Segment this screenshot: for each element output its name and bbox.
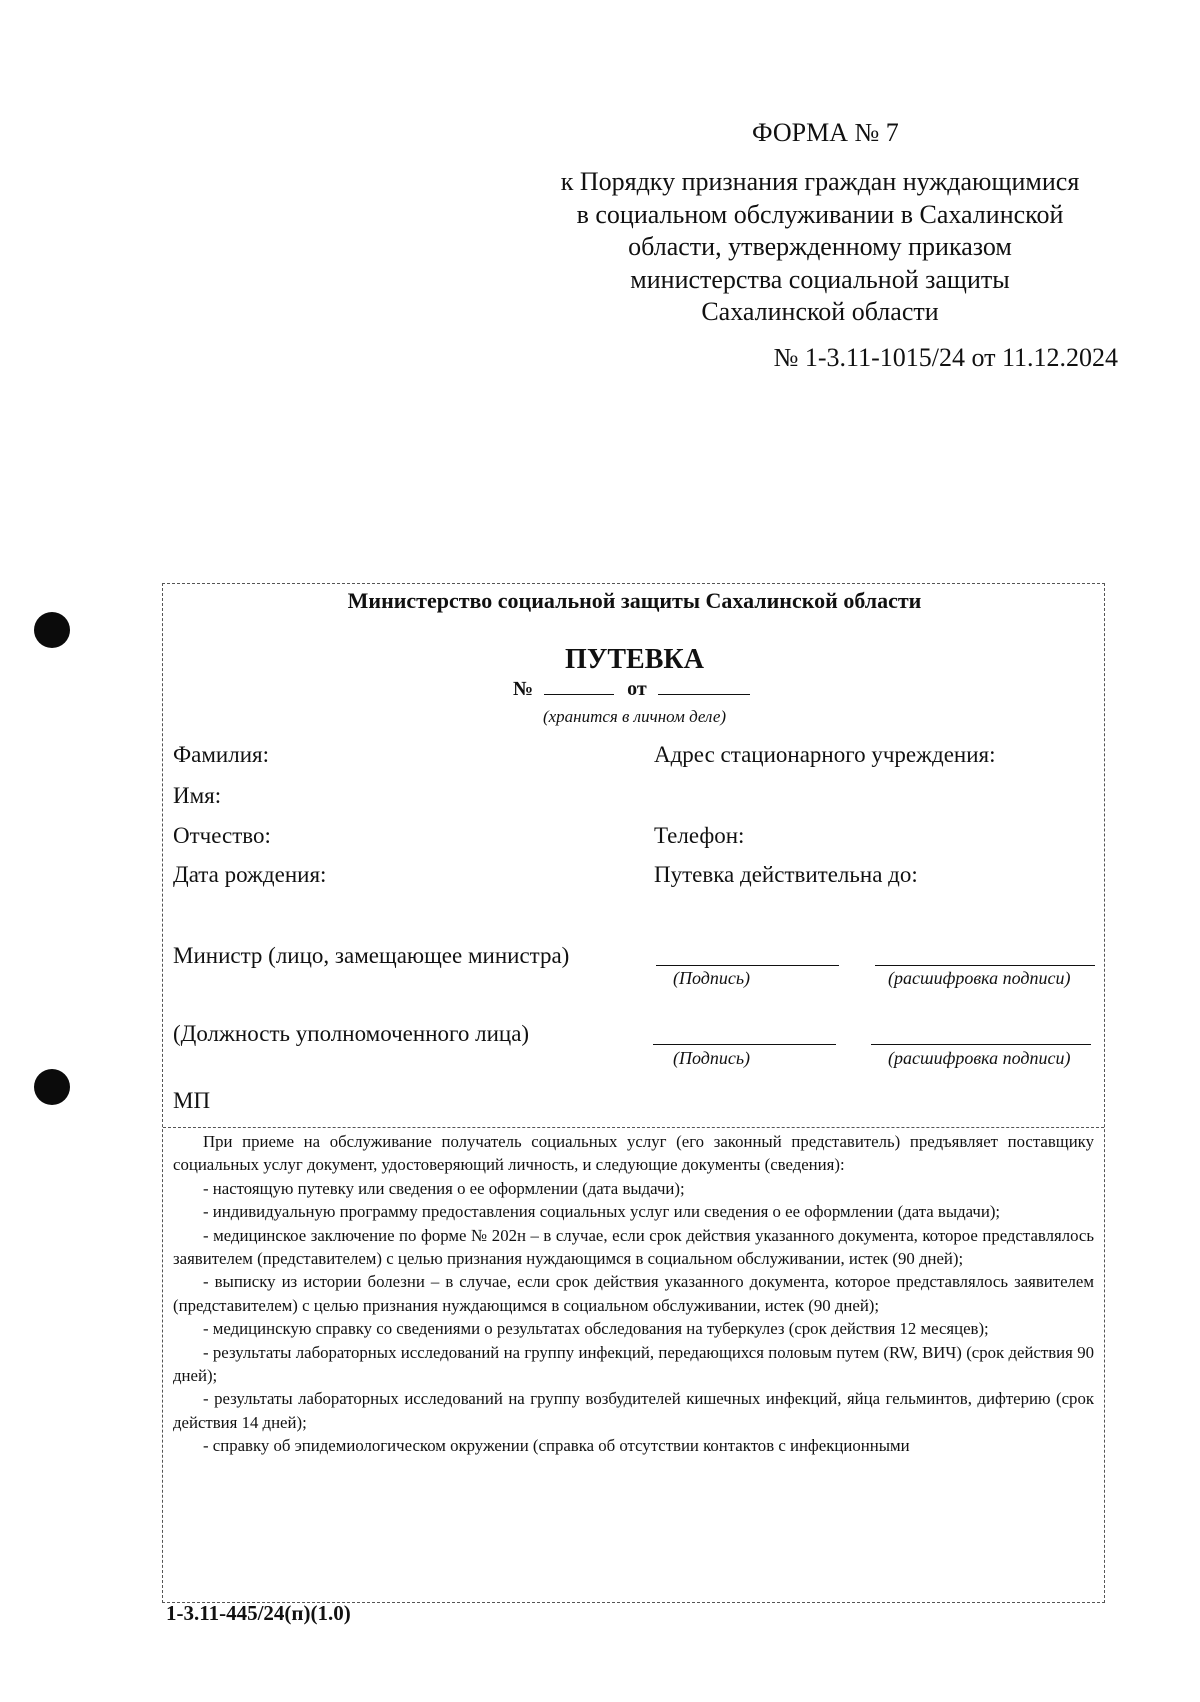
- notice-item: - настоящую путевку или сведения о ее оформлении (дата выдачи);: [203, 1178, 685, 1198]
- authorized-position-label: (Должность уполномоченного лица): [173, 1021, 530, 1046]
- voucher-frame: [162, 583, 1105, 1603]
- order-line: области, утвержденному приказом: [628, 232, 1012, 261]
- voucher-number-line: [513, 678, 750, 701]
- minister-signature-line[interactable]: [656, 965, 839, 966]
- notice-item: - медицинское заключение по форме № 202н – в случае, если срок действия указанного документа, которое представлялось заявителем (представителем) с целью признания нуждающимся в социальном обслуживании, истек (90 дней);: [173, 1225, 1094, 1269]
- address-label: Адрес стационарного учреждения:: [654, 742, 996, 767]
- punch-hole-bottom: [34, 1069, 70, 1105]
- notice-item: - выписку из истории болезни – в случае, если срок действия указанного документа, которое представлялось заявителем (представителем) с целью признания нуждающимся в социальном обслуживании, истек (90 дней);: [173, 1272, 1094, 1315]
- kept-note: (хранится в личном деле): [542, 707, 727, 726]
- punch-hole-top: [34, 612, 70, 648]
- order-number: № 1-3.11-1015/24 от 11.12.2024: [773, 343, 1118, 372]
- order-line: в социальном обслуживании в Сахалинской: [576, 199, 1064, 229]
- minister-decode-caption: (расшифровка подписи): [888, 968, 1071, 988]
- document-code: 1-3.11-445/24(п)(1.0): [166, 1601, 351, 1625]
- authorized-decode-line[interactable]: [871, 1044, 1091, 1045]
- from-label: от: [627, 678, 647, 700]
- minister-label: Министр (лицо, замещающее министра): [173, 943, 570, 968]
- authorized-decode-caption: (расшифровка подписи): [888, 1048, 1071, 1068]
- order-line: министерства социальной защиты: [630, 264, 1010, 294]
- number-blank[interactable]: [544, 678, 614, 695]
- notice-item: - справку об эпидемиологическом окружении (справка об отсутствии контактов с инфекционными: [203, 1436, 910, 1456]
- authorized-signature-caption: (Подпись): [673, 1048, 751, 1068]
- minister-decode-line[interactable]: [875, 965, 1095, 966]
- notice-item: - индивидуальную программу предоставления социальных услуг или сведения о ее оформлении (дата выдачи);: [203, 1202, 1001, 1222]
- notice-paragraph: При приеме на обслуживание получатель социальных услуг (его законный представитель) предъявляет поставщику социальных услуг документ, удостоверяющий личность, и следующие документы (сведения):: [173, 1132, 1094, 1175]
- name-label: Имя:: [173, 783, 222, 808]
- notice-item: - результаты лабораторных исследований на группу возбудителей кишечных инфекций, яйца гельминтов, дифтерию (срок действия 14 дней);: [173, 1389, 1094, 1432]
- stamp-mark: МП: [173, 1088, 211, 1113]
- patronymic-label: Отчество:: [173, 823, 271, 848]
- phone-label: Телефон:: [654, 823, 745, 848]
- notice-divider: [163, 1127, 1104, 1128]
- authorized-signature-line[interactable]: [653, 1044, 836, 1045]
- order-line: Сахалинской области: [701, 297, 939, 326]
- voucher-title: ПУТЕВКА: [565, 644, 704, 675]
- birth-date-label: Дата рождения:: [173, 862, 327, 887]
- order-line: к Порядку признания граждан нуждающимися: [560, 167, 1080, 196]
- form-title: ФОРМА № 7: [752, 118, 899, 147]
- number-label: №: [513, 678, 534, 700]
- date-blank[interactable]: [658, 678, 750, 695]
- notice-item: - результаты лабораторных исследований на группу инфекций, передающихся половым путем (RW, ВИЧ) (срок действия 90 дней);: [173, 1342, 1094, 1386]
- ministry-name: Министерство социальной защиты Сахалинской области: [347, 588, 922, 613]
- valid-until-label: Путевка действительна до:: [654, 862, 918, 887]
- surname-label: Фамилия:: [173, 742, 269, 767]
- order-reference: [520, 166, 1120, 329]
- minister-signature-caption: (Подпись): [673, 968, 751, 988]
- notice-text: [173, 1130, 1094, 1458]
- notice-item: - медицинскую справку со сведениями о результатах обследования на туберкулез (срок действия 12 месяцев);: [203, 1319, 989, 1339]
